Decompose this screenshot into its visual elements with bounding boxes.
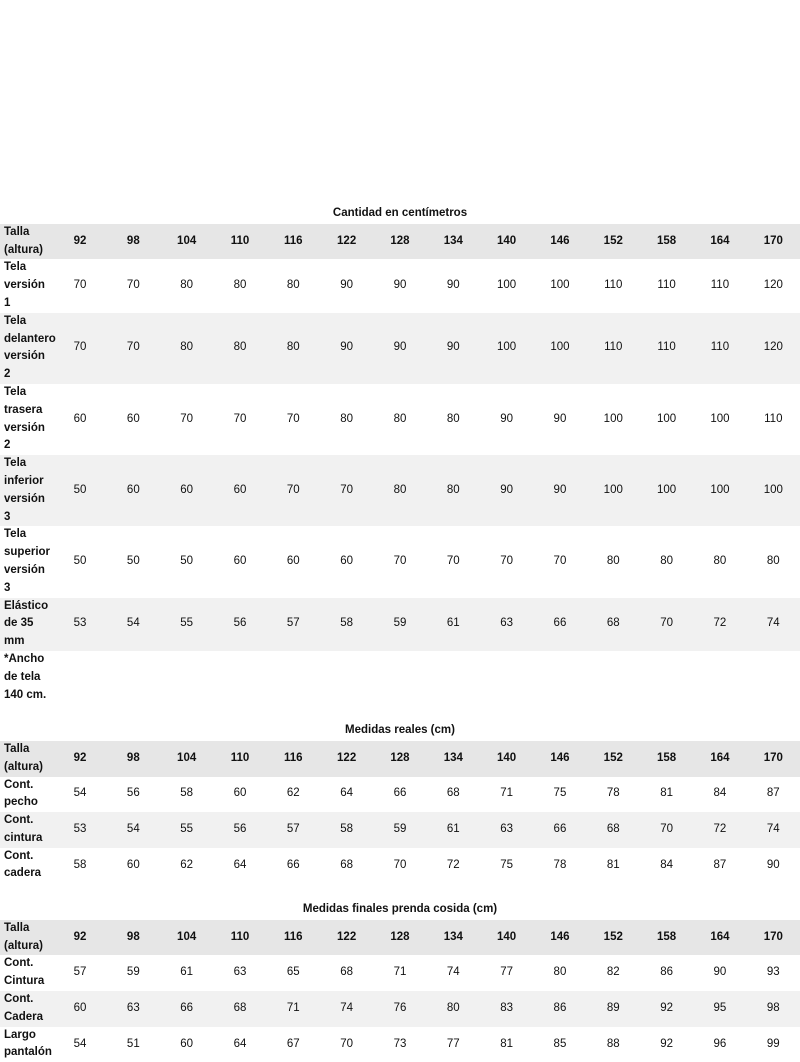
cell: 80 — [213, 313, 266, 384]
section-title-row — [0, 722, 800, 741]
cell: 53 — [53, 812, 106, 848]
cell: 50 — [53, 526, 106, 597]
cell: 89 — [587, 991, 640, 1027]
cell: 56 — [213, 812, 266, 848]
cell: 80 — [373, 384, 426, 455]
cell: 81 — [480, 1027, 533, 1062]
row-label: Cont. pecho — [0, 777, 53, 813]
cell: 63 — [480, 598, 533, 651]
cell: 86 — [640, 955, 693, 991]
cell: 61 — [427, 598, 480, 651]
header-size-128: 128 — [373, 920, 426, 956]
header-size-152: 152 — [587, 741, 640, 777]
header-size-164: 164 — [693, 920, 746, 956]
cell: 98 — [747, 991, 800, 1027]
header-size-128: 128 — [373, 224, 426, 260]
fabric-width-note: *Ancho de tela 140 cm. — [0, 651, 53, 704]
header-size-110: 110 — [213, 224, 266, 260]
section-title-finished-garment: Medidas finales prenda cosida (cm) — [0, 901, 800, 920]
cell: 92 — [640, 1027, 693, 1062]
header-size-98: 98 — [107, 224, 160, 260]
header-size-164: 164 — [693, 741, 746, 777]
table-row — [0, 1027, 800, 1062]
header-row-finished-garment — [0, 920, 800, 956]
cell: 70 — [320, 455, 373, 526]
cell: 90 — [373, 313, 426, 384]
header-size-158: 158 — [640, 920, 693, 956]
cell: 70 — [480, 526, 533, 597]
table-row — [0, 955, 800, 991]
cell: 110 — [693, 259, 746, 312]
cell: 65 — [267, 955, 320, 991]
header-size-116: 116 — [267, 741, 320, 777]
cell: 77 — [480, 955, 533, 991]
cell: 90 — [320, 259, 373, 312]
cell: 72 — [427, 848, 480, 884]
cell: 78 — [587, 777, 640, 813]
table-row — [0, 526, 800, 597]
cell: 55 — [160, 598, 213, 651]
cell: 70 — [640, 812, 693, 848]
header-size-140: 140 — [480, 920, 533, 956]
cell: 58 — [53, 848, 106, 884]
cell: 57 — [53, 955, 106, 991]
cell: 110 — [747, 384, 800, 455]
table-row — [0, 991, 800, 1027]
cell: 90 — [480, 455, 533, 526]
table-row — [0, 313, 800, 384]
header-size-152: 152 — [587, 224, 640, 260]
cell: 90 — [747, 848, 800, 884]
cell: 120 — [747, 313, 800, 384]
cell: 64 — [213, 1027, 266, 1062]
cell: 63 — [480, 812, 533, 848]
cell: 64 — [213, 848, 266, 884]
cell: 68 — [320, 955, 373, 991]
cell: 80 — [693, 526, 746, 597]
header-row-fabric-amount — [0, 224, 800, 260]
cell: 87 — [747, 777, 800, 813]
cell: 60 — [107, 848, 160, 884]
cell: 50 — [107, 526, 160, 597]
header-size-98: 98 — [107, 741, 160, 777]
header-size-122: 122 — [320, 920, 373, 956]
cell: 70 — [533, 526, 586, 597]
cell: 58 — [320, 598, 373, 651]
header-size-110: 110 — [213, 920, 266, 956]
cell: 66 — [533, 598, 586, 651]
cell: 83 — [480, 991, 533, 1027]
cell: 66 — [533, 812, 586, 848]
section-spacer — [0, 883, 800, 901]
cell: 66 — [160, 991, 213, 1027]
cell: 70 — [320, 1027, 373, 1062]
cell: 60 — [160, 1027, 213, 1062]
cell: 80 — [427, 384, 480, 455]
row-label: Tela inferior versión 3 — [0, 455, 53, 526]
header-label-talla: Talla (altura) — [0, 920, 53, 956]
cell: 73 — [373, 1027, 426, 1062]
cell: 72 — [693, 812, 746, 848]
cell: 75 — [533, 777, 586, 813]
header-size-140: 140 — [480, 224, 533, 260]
cell: 80 — [640, 526, 693, 597]
cell: 80 — [267, 259, 320, 312]
table-row — [0, 777, 800, 813]
cell: 60 — [107, 455, 160, 526]
row-label: Cont. Cintura — [0, 955, 53, 991]
cell: 70 — [160, 384, 213, 455]
header-size-104: 104 — [160, 741, 213, 777]
table-row — [0, 812, 800, 848]
cell: 100 — [533, 259, 586, 312]
cell: 68 — [587, 598, 640, 651]
cell: 56 — [213, 598, 266, 651]
header-row-real-measures — [0, 741, 800, 777]
cell: 110 — [587, 259, 640, 312]
cell: 110 — [693, 313, 746, 384]
cell: 95 — [693, 991, 746, 1027]
cell: 58 — [160, 777, 213, 813]
cell: 70 — [373, 848, 426, 884]
cell: 80 — [213, 259, 266, 312]
cell: 76 — [373, 991, 426, 1027]
cell: 74 — [747, 812, 800, 848]
cell: 55 — [160, 812, 213, 848]
cell: 70 — [427, 526, 480, 597]
cell: 58 — [320, 812, 373, 848]
cell: 72 — [693, 598, 746, 651]
cell: 54 — [53, 1027, 106, 1062]
cell: 60 — [160, 455, 213, 526]
section-title-row — [0, 901, 800, 920]
cell: 99 — [747, 1027, 800, 1062]
header-size-140: 140 — [480, 741, 533, 777]
cell: 88 — [587, 1027, 640, 1062]
row-label: Cont. Cadera — [0, 991, 53, 1027]
cell: 80 — [747, 526, 800, 597]
note-spacer — [53, 651, 800, 704]
cell: 100 — [587, 455, 640, 526]
cell: 110 — [640, 313, 693, 384]
cell: 74 — [747, 598, 800, 651]
header-size-134: 134 — [427, 741, 480, 777]
cell: 100 — [747, 455, 800, 526]
cell: 90 — [693, 955, 746, 991]
header-size-92: 92 — [53, 920, 106, 956]
row-label: Tela versión 1 — [0, 259, 53, 312]
cell: 100 — [587, 384, 640, 455]
cell: 66 — [267, 848, 320, 884]
header-size-146: 146 — [533, 920, 586, 956]
header-label-talla: Talla (altura) — [0, 741, 53, 777]
cell: 100 — [480, 313, 533, 384]
cell: 67 — [267, 1027, 320, 1062]
header-size-116: 116 — [267, 920, 320, 956]
cell: 68 — [213, 991, 266, 1027]
cell: 70 — [53, 313, 106, 384]
row-label: Cont. cadera — [0, 848, 53, 884]
cell: 90 — [480, 384, 533, 455]
cell: 59 — [107, 955, 160, 991]
header-size-134: 134 — [427, 224, 480, 260]
cell: 74 — [320, 991, 373, 1027]
cell: 70 — [107, 313, 160, 384]
cell: 92 — [640, 991, 693, 1027]
header-size-170: 170 — [747, 920, 800, 956]
cell: 90 — [427, 259, 480, 312]
cell: 80 — [533, 955, 586, 991]
cell: 84 — [693, 777, 746, 813]
cell: 86 — [533, 991, 586, 1027]
cell: 70 — [213, 384, 266, 455]
cell: 64 — [320, 777, 373, 813]
cell: 59 — [373, 812, 426, 848]
cell: 50 — [53, 455, 106, 526]
cell: 63 — [213, 955, 266, 991]
cell: 59 — [373, 598, 426, 651]
cell: 60 — [53, 384, 106, 455]
cell: 80 — [373, 455, 426, 526]
cell: 80 — [160, 313, 213, 384]
cell: 90 — [320, 313, 373, 384]
cell: 81 — [640, 777, 693, 813]
header-size-122: 122 — [320, 741, 373, 777]
size-chart-body — [0, 205, 800, 1062]
cell: 71 — [267, 991, 320, 1027]
cell: 110 — [587, 313, 640, 384]
cell: 87 — [693, 848, 746, 884]
cell: 77 — [427, 1027, 480, 1062]
cell: 80 — [267, 313, 320, 384]
cell: 120 — [747, 259, 800, 312]
cell: 100 — [693, 384, 746, 455]
cell: 100 — [640, 455, 693, 526]
table-row — [0, 455, 800, 526]
cell: 84 — [640, 848, 693, 884]
row-label: Largo pantalón — [0, 1027, 53, 1062]
header-size-158: 158 — [640, 224, 693, 260]
cell: 75 — [480, 848, 533, 884]
cell: 54 — [107, 598, 160, 651]
header-size-170: 170 — [747, 224, 800, 260]
cell: 68 — [320, 848, 373, 884]
header-label-talla: Talla (altura) — [0, 224, 53, 260]
cell: 80 — [427, 455, 480, 526]
cell: 60 — [213, 526, 266, 597]
cell: 57 — [267, 812, 320, 848]
cell: 60 — [320, 526, 373, 597]
cell: 60 — [53, 991, 106, 1027]
cell: 100 — [640, 384, 693, 455]
cell: 70 — [373, 526, 426, 597]
cell: 53 — [53, 598, 106, 651]
cell: 74 — [427, 955, 480, 991]
cell: 78 — [533, 848, 586, 884]
header-size-164: 164 — [693, 224, 746, 260]
section-title-row — [0, 205, 800, 224]
cell: 70 — [640, 598, 693, 651]
cell: 80 — [320, 384, 373, 455]
cell: 96 — [693, 1027, 746, 1062]
cell: 70 — [267, 384, 320, 455]
cell: 85 — [533, 1027, 586, 1062]
header-size-92: 92 — [53, 741, 106, 777]
cell: 80 — [587, 526, 640, 597]
table-row — [0, 259, 800, 312]
cell: 110 — [640, 259, 693, 312]
cell: 54 — [53, 777, 106, 813]
table-row — [0, 848, 800, 884]
cell: 100 — [533, 313, 586, 384]
section-spacer — [0, 704, 800, 722]
cell: 51 — [107, 1027, 160, 1062]
section-title-real-measures: Medidas reales (cm) — [0, 722, 800, 741]
row-label: Tela delantero versión 2 — [0, 313, 53, 384]
cell: 90 — [427, 313, 480, 384]
header-size-122: 122 — [320, 224, 373, 260]
fabric-width-note-row — [0, 651, 800, 704]
size-chart-table — [0, 205, 800, 1062]
header-size-170: 170 — [747, 741, 800, 777]
header-size-104: 104 — [160, 920, 213, 956]
cell: 70 — [107, 259, 160, 312]
header-size-104: 104 — [160, 224, 213, 260]
cell: 71 — [373, 955, 426, 991]
cell: 80 — [427, 991, 480, 1027]
size-chart-document — [0, 205, 800, 1062]
cell: 90 — [533, 455, 586, 526]
cell: 62 — [267, 777, 320, 813]
cell: 68 — [427, 777, 480, 813]
cell: 80 — [160, 259, 213, 312]
table-row — [0, 598, 800, 651]
cell: 61 — [160, 955, 213, 991]
cell: 81 — [587, 848, 640, 884]
cell: 57 — [267, 598, 320, 651]
header-size-158: 158 — [640, 741, 693, 777]
cell: 54 — [107, 812, 160, 848]
header-size-98: 98 — [107, 920, 160, 956]
header-size-134: 134 — [427, 920, 480, 956]
cell: 66 — [373, 777, 426, 813]
cell: 50 — [160, 526, 213, 597]
section-title-fabric-amount: Cantidad en centímetros — [0, 205, 800, 224]
cell: 100 — [693, 455, 746, 526]
cell: 56 — [107, 777, 160, 813]
cell: 60 — [213, 777, 266, 813]
header-size-146: 146 — [533, 224, 586, 260]
cell: 71 — [480, 777, 533, 813]
cell: 90 — [373, 259, 426, 312]
cell: 68 — [587, 812, 640, 848]
cell: 100 — [480, 259, 533, 312]
cell: 63 — [107, 991, 160, 1027]
cell: 70 — [267, 455, 320, 526]
table-row — [0, 384, 800, 455]
header-size-110: 110 — [213, 741, 266, 777]
cell: 62 — [160, 848, 213, 884]
cell: 90 — [533, 384, 586, 455]
header-size-128: 128 — [373, 741, 426, 777]
cell: 61 — [427, 812, 480, 848]
row-label: Cont. cintura — [0, 812, 53, 848]
cell: 60 — [267, 526, 320, 597]
cell: 93 — [747, 955, 800, 991]
header-size-92: 92 — [53, 224, 106, 260]
row-label: Tela trasera versión 2 — [0, 384, 53, 455]
header-size-152: 152 — [587, 920, 640, 956]
cell: 60 — [107, 384, 160, 455]
header-size-116: 116 — [267, 224, 320, 260]
cell: 60 — [213, 455, 266, 526]
header-size-146: 146 — [533, 741, 586, 777]
row-label: Elástico de 35 mm — [0, 598, 53, 651]
row-label: Tela superior versión 3 — [0, 526, 53, 597]
cell: 82 — [587, 955, 640, 991]
cell: 70 — [53, 259, 106, 312]
